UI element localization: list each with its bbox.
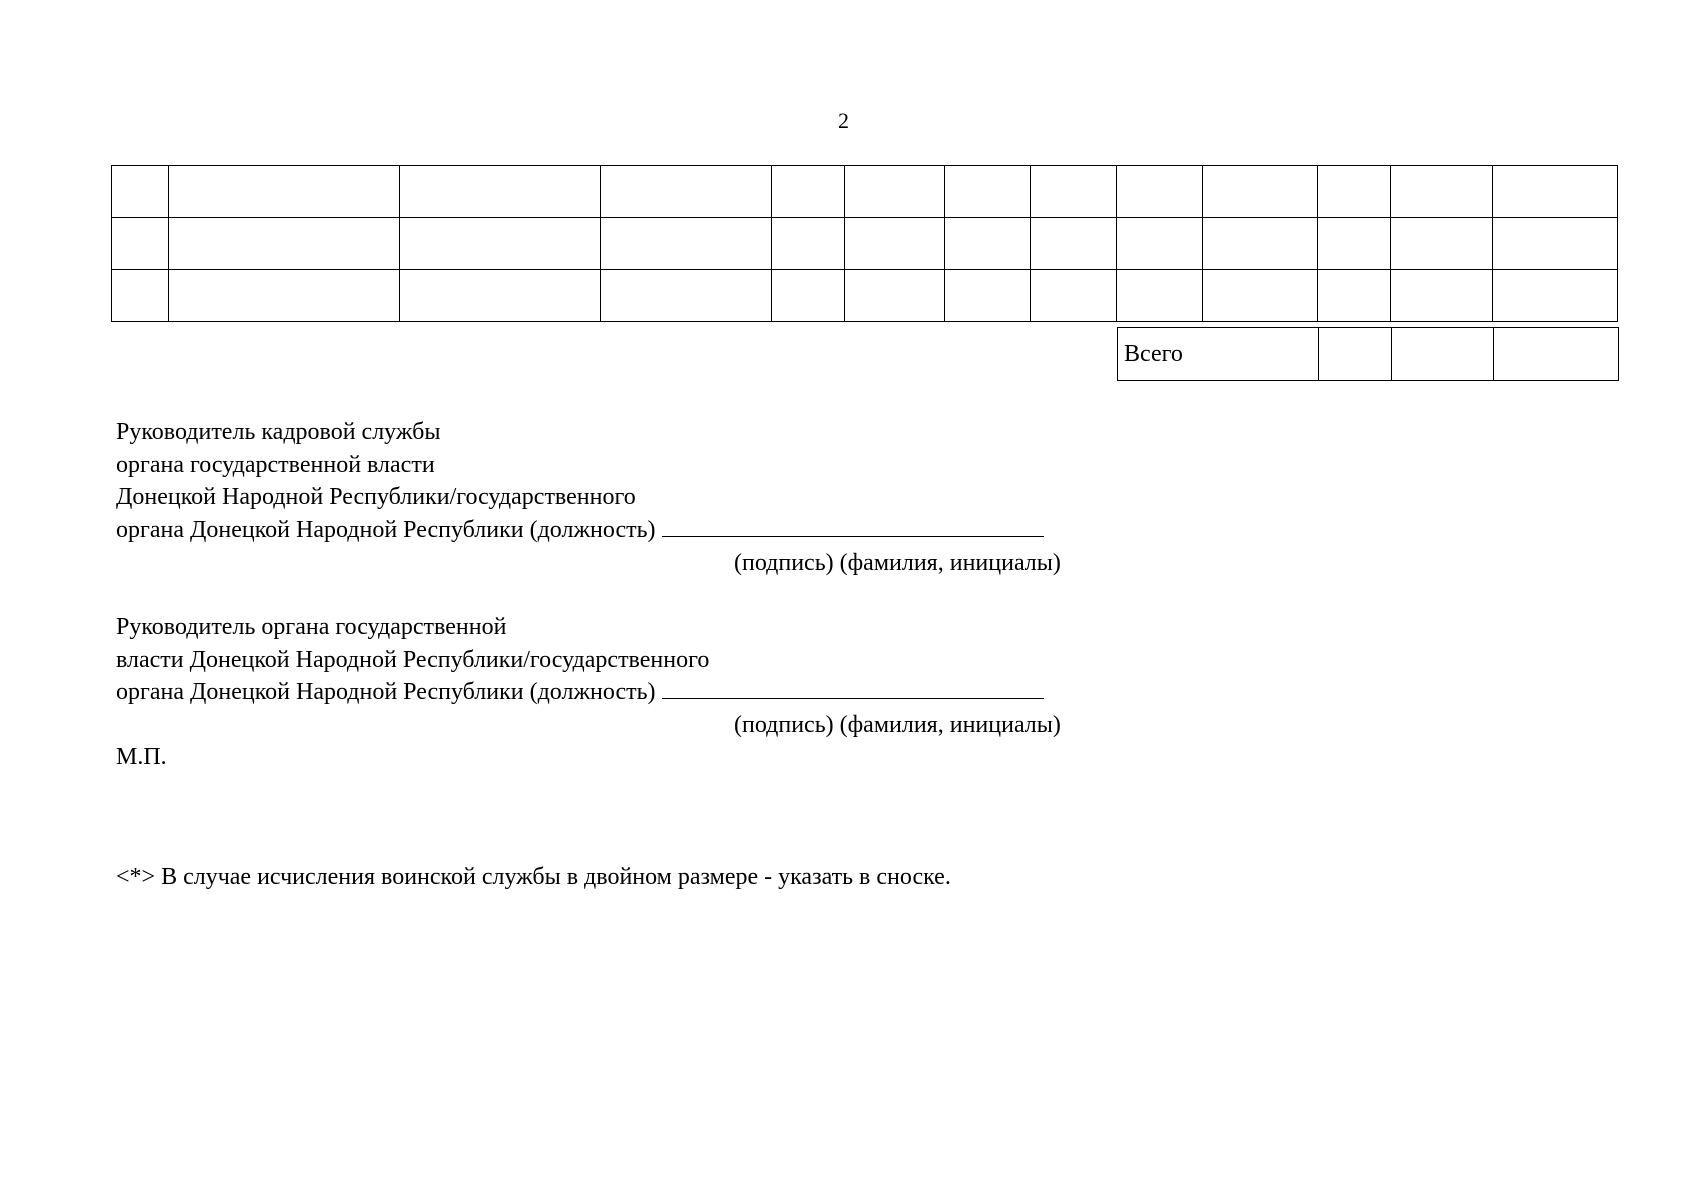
table-cell[interactable] — [1493, 166, 1618, 218]
table-cell[interactable] — [1031, 218, 1117, 270]
footnote: <*> В случае исчисления воинской службы в двойном размере - указать в сноске. — [116, 864, 951, 890]
signature-blank-line[interactable] — [662, 514, 1044, 537]
service-table — [111, 165, 1618, 322]
table-cell[interactable] — [1391, 270, 1493, 322]
table-cell[interactable] — [945, 218, 1031, 270]
table-row — [112, 218, 1618, 270]
signature-text-line: Донецкой Народной Республики/государственного — [116, 484, 636, 510]
table-cell[interactable] — [1318, 218, 1391, 270]
signature-text-line: органа Донецкой Народной Республики (должность) — [116, 679, 656, 705]
table-cell[interactable] — [601, 166, 772, 218]
table-row — [112, 270, 1618, 322]
signature-text-line: органа Донецкой Народной Республики (должность) — [116, 516, 656, 543]
total-label: Всего — [1118, 328, 1319, 381]
table-cell[interactable] — [845, 218, 945, 270]
signature-caption: (подпись) (фамилия, инициалы) — [734, 712, 1061, 738]
table-cell[interactable] — [845, 270, 945, 322]
signature-block-hr — [116, 416, 1044, 546]
table-cell[interactable] — [1391, 166, 1493, 218]
table-cell[interactable] — [400, 166, 601, 218]
signature-text-line: власти Донецкой Народной Республики/государственного — [116, 646, 710, 673]
table-cell[interactable] — [1031, 270, 1117, 322]
table-cell[interactable] — [1203, 270, 1318, 322]
table-cell[interactable] — [1493, 218, 1618, 270]
table-cell[interactable] — [1031, 166, 1117, 218]
table-cell[interactable] — [845, 166, 945, 218]
total-cell[interactable] — [1494, 328, 1619, 381]
total-cell[interactable] — [1392, 328, 1494, 381]
table-cell[interactable] — [1203, 218, 1318, 270]
table-cell[interactable] — [1117, 166, 1203, 218]
total-row-table — [1117, 327, 1619, 381]
signature-text-line: Руководитель органа государственной — [116, 614, 507, 640]
table-cell[interactable] — [112, 218, 169, 270]
total-row — [1118, 328, 1619, 381]
table-cell[interactable] — [169, 218, 400, 270]
signature-caption: (подпись) (фамилия, инициалы) — [734, 550, 1061, 576]
table-cell[interactable] — [945, 270, 1031, 322]
signature-blank-line[interactable] — [662, 676, 1044, 699]
table-cell[interactable] — [772, 166, 845, 218]
table-cell[interactable] — [1318, 166, 1391, 218]
table-cell[interactable] — [772, 218, 845, 270]
stamp-label: М.П. — [116, 744, 167, 770]
signature-text-line: органа государственной власти — [116, 451, 435, 478]
table-cell[interactable] — [1117, 218, 1203, 270]
table-cell[interactable] — [1203, 166, 1318, 218]
table-cell[interactable] — [945, 166, 1031, 218]
table-cell[interactable] — [772, 270, 845, 322]
table-cell[interactable] — [601, 218, 772, 270]
table-cell[interactable] — [1318, 270, 1391, 322]
table-cell[interactable] — [601, 270, 772, 322]
signature-block-head — [116, 611, 1044, 709]
table-cell[interactable] — [169, 166, 400, 218]
signature-text-line: Руководитель кадровой службы — [116, 419, 441, 445]
table-cell[interactable] — [112, 270, 169, 322]
page-number: 2 — [838, 108, 849, 133]
table-cell[interactable] — [1391, 218, 1493, 270]
table-cell[interactable] — [169, 270, 400, 322]
table-cell[interactable] — [1117, 270, 1203, 322]
table-cell[interactable] — [400, 270, 601, 322]
table-cell[interactable] — [1493, 270, 1618, 322]
total-cell[interactable] — [1319, 328, 1392, 381]
table-cell[interactable] — [112, 166, 169, 218]
table-cell[interactable] — [400, 218, 601, 270]
table-row — [112, 166, 1618, 218]
